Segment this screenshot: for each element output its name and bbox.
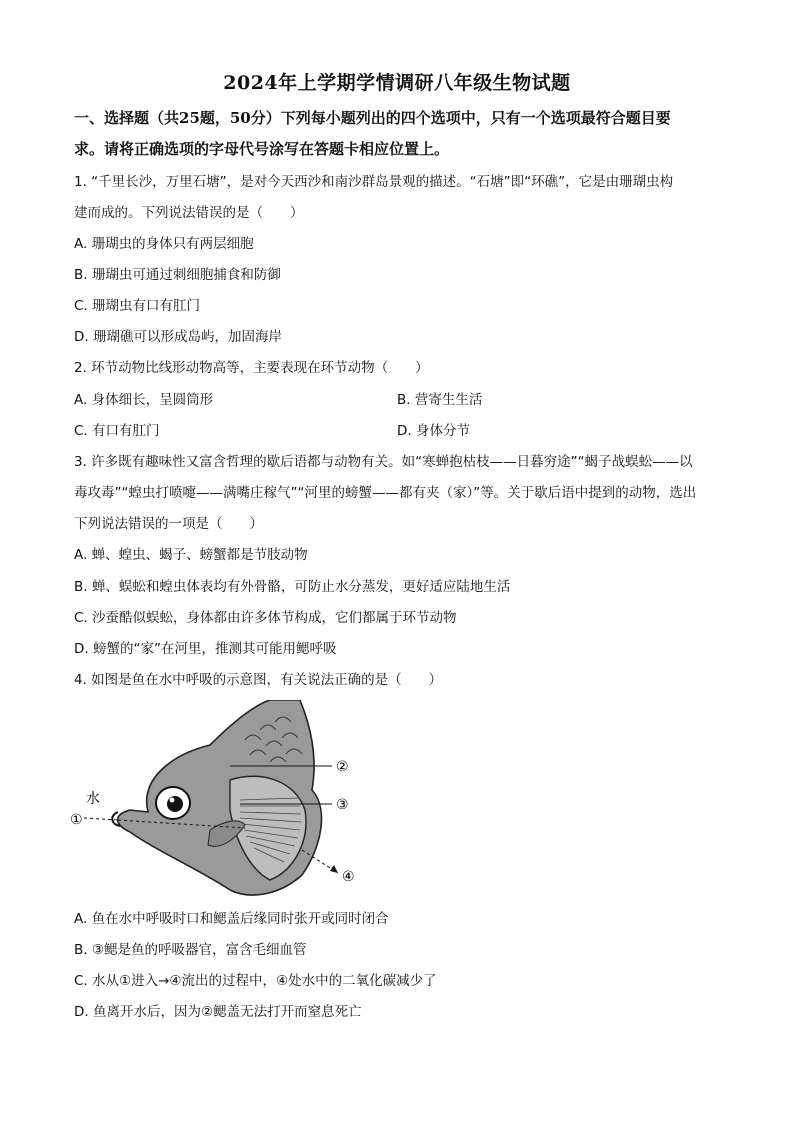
label-3-gills: ③ [336,797,349,813]
section-instruction-line-2: 求。请将正确选项的字母代号涂写在答题卡相应位置上。 [74,140,450,158]
q1-option-a: A. 珊瑚虫的身体只有两层细胞 [74,236,254,252]
q4-stem: 4. 如图是鱼在水中呼吸的示意图，有关说法正确的是（ ） [74,672,443,688]
q4-option-a: A. 鱼在水中呼吸时口和鳃盖后缘同时张开或同时闭合 [74,911,389,927]
q2-option-c: C. 有口有肛门 [74,423,160,439]
q1-option-d: D. 珊瑚礁可以形成岛屿，加固海岸 [74,329,282,345]
page-title: 2024年上学期学情调研八年级生物试题 [223,72,571,94]
q3-stem-line-1: 3. 许多既有趣味性又富含哲理的歇后语都与动物有关。如“寒蝉抱枯枝——日暮穷途”“蝎子战蜈蚣——以 [74,454,693,470]
q4-option-b: B. ③鳃是鱼的呼吸器官，富含毛细血管 [74,942,307,958]
q3-option-b: B. 蝉、蜈蚣和蝗虫体表均有外骨骼，可防止水分蒸发，更好适应陆地生活 [74,579,511,595]
q3-option-a: A. 蝉、蝗虫、蝎子、螃蟹都是节肢动物 [74,547,308,563]
q1-stem-line-1: 1. “千里长沙，万里石塘”，是对今天西沙和南沙群岛景观的描述。“石塘”即“环礁”，它是由珊瑚虫构 [74,174,674,190]
q3-option-d: D. 螃蟹的“家”在河里，推测其可能用鳃呼吸 [74,641,337,657]
q3-stem-line-2: 毒攻毒”“蝗虫打喷嚏——满嘴庄稼气”“河里的螃蟹——都有夹（家）”等。关于歇后语中提到的动物，选出 [74,485,697,501]
q1-option-c: C. 珊瑚虫有口有肛门 [74,298,201,314]
q1-option-b: B. 珊瑚虫可通过刺细胞捕食和防御 [74,267,281,283]
water-label: 水 [86,791,100,807]
q2-option-a: A. 身体细长，呈圆筒形 [74,392,214,408]
label-2-operculum: ② [336,759,349,775]
fish-respiration-diagram [70,700,370,900]
q3-option-c: C. 沙蚕酷似蜈蚣，身体都由许多体节构成，它们都属于环节动物 [74,610,457,626]
q2-option-d: D. 身体分节 [397,423,470,439]
q4-option-d: D. 鱼离开水后，因为②鳃盖无法打开而窒息死亡 [74,1004,362,1020]
label-4-outflow: ④ [342,869,355,885]
q2-option-b: B. 营寄生生活 [397,392,483,408]
q4-option-c: C. 水从①进入→④流出的过程中，④处水中的二氧化碳减少了 [74,973,437,989]
q1-stem-line-2: 建而成的。下列说法错误的是（ ） [74,205,304,221]
q2-stem: 2. 环节动物比线形动物高等，主要表现在环节动物（ ） [74,360,429,376]
label-1-mouth: ① [70,812,83,828]
section-instruction-line-1: 一、选择题（共25题，50分）下列每小题列出的四个选项中，只有一个选项最符合题目要 [74,109,671,127]
q3-stem-line-3: 下列说法错误的一项是（ ） [74,516,263,532]
